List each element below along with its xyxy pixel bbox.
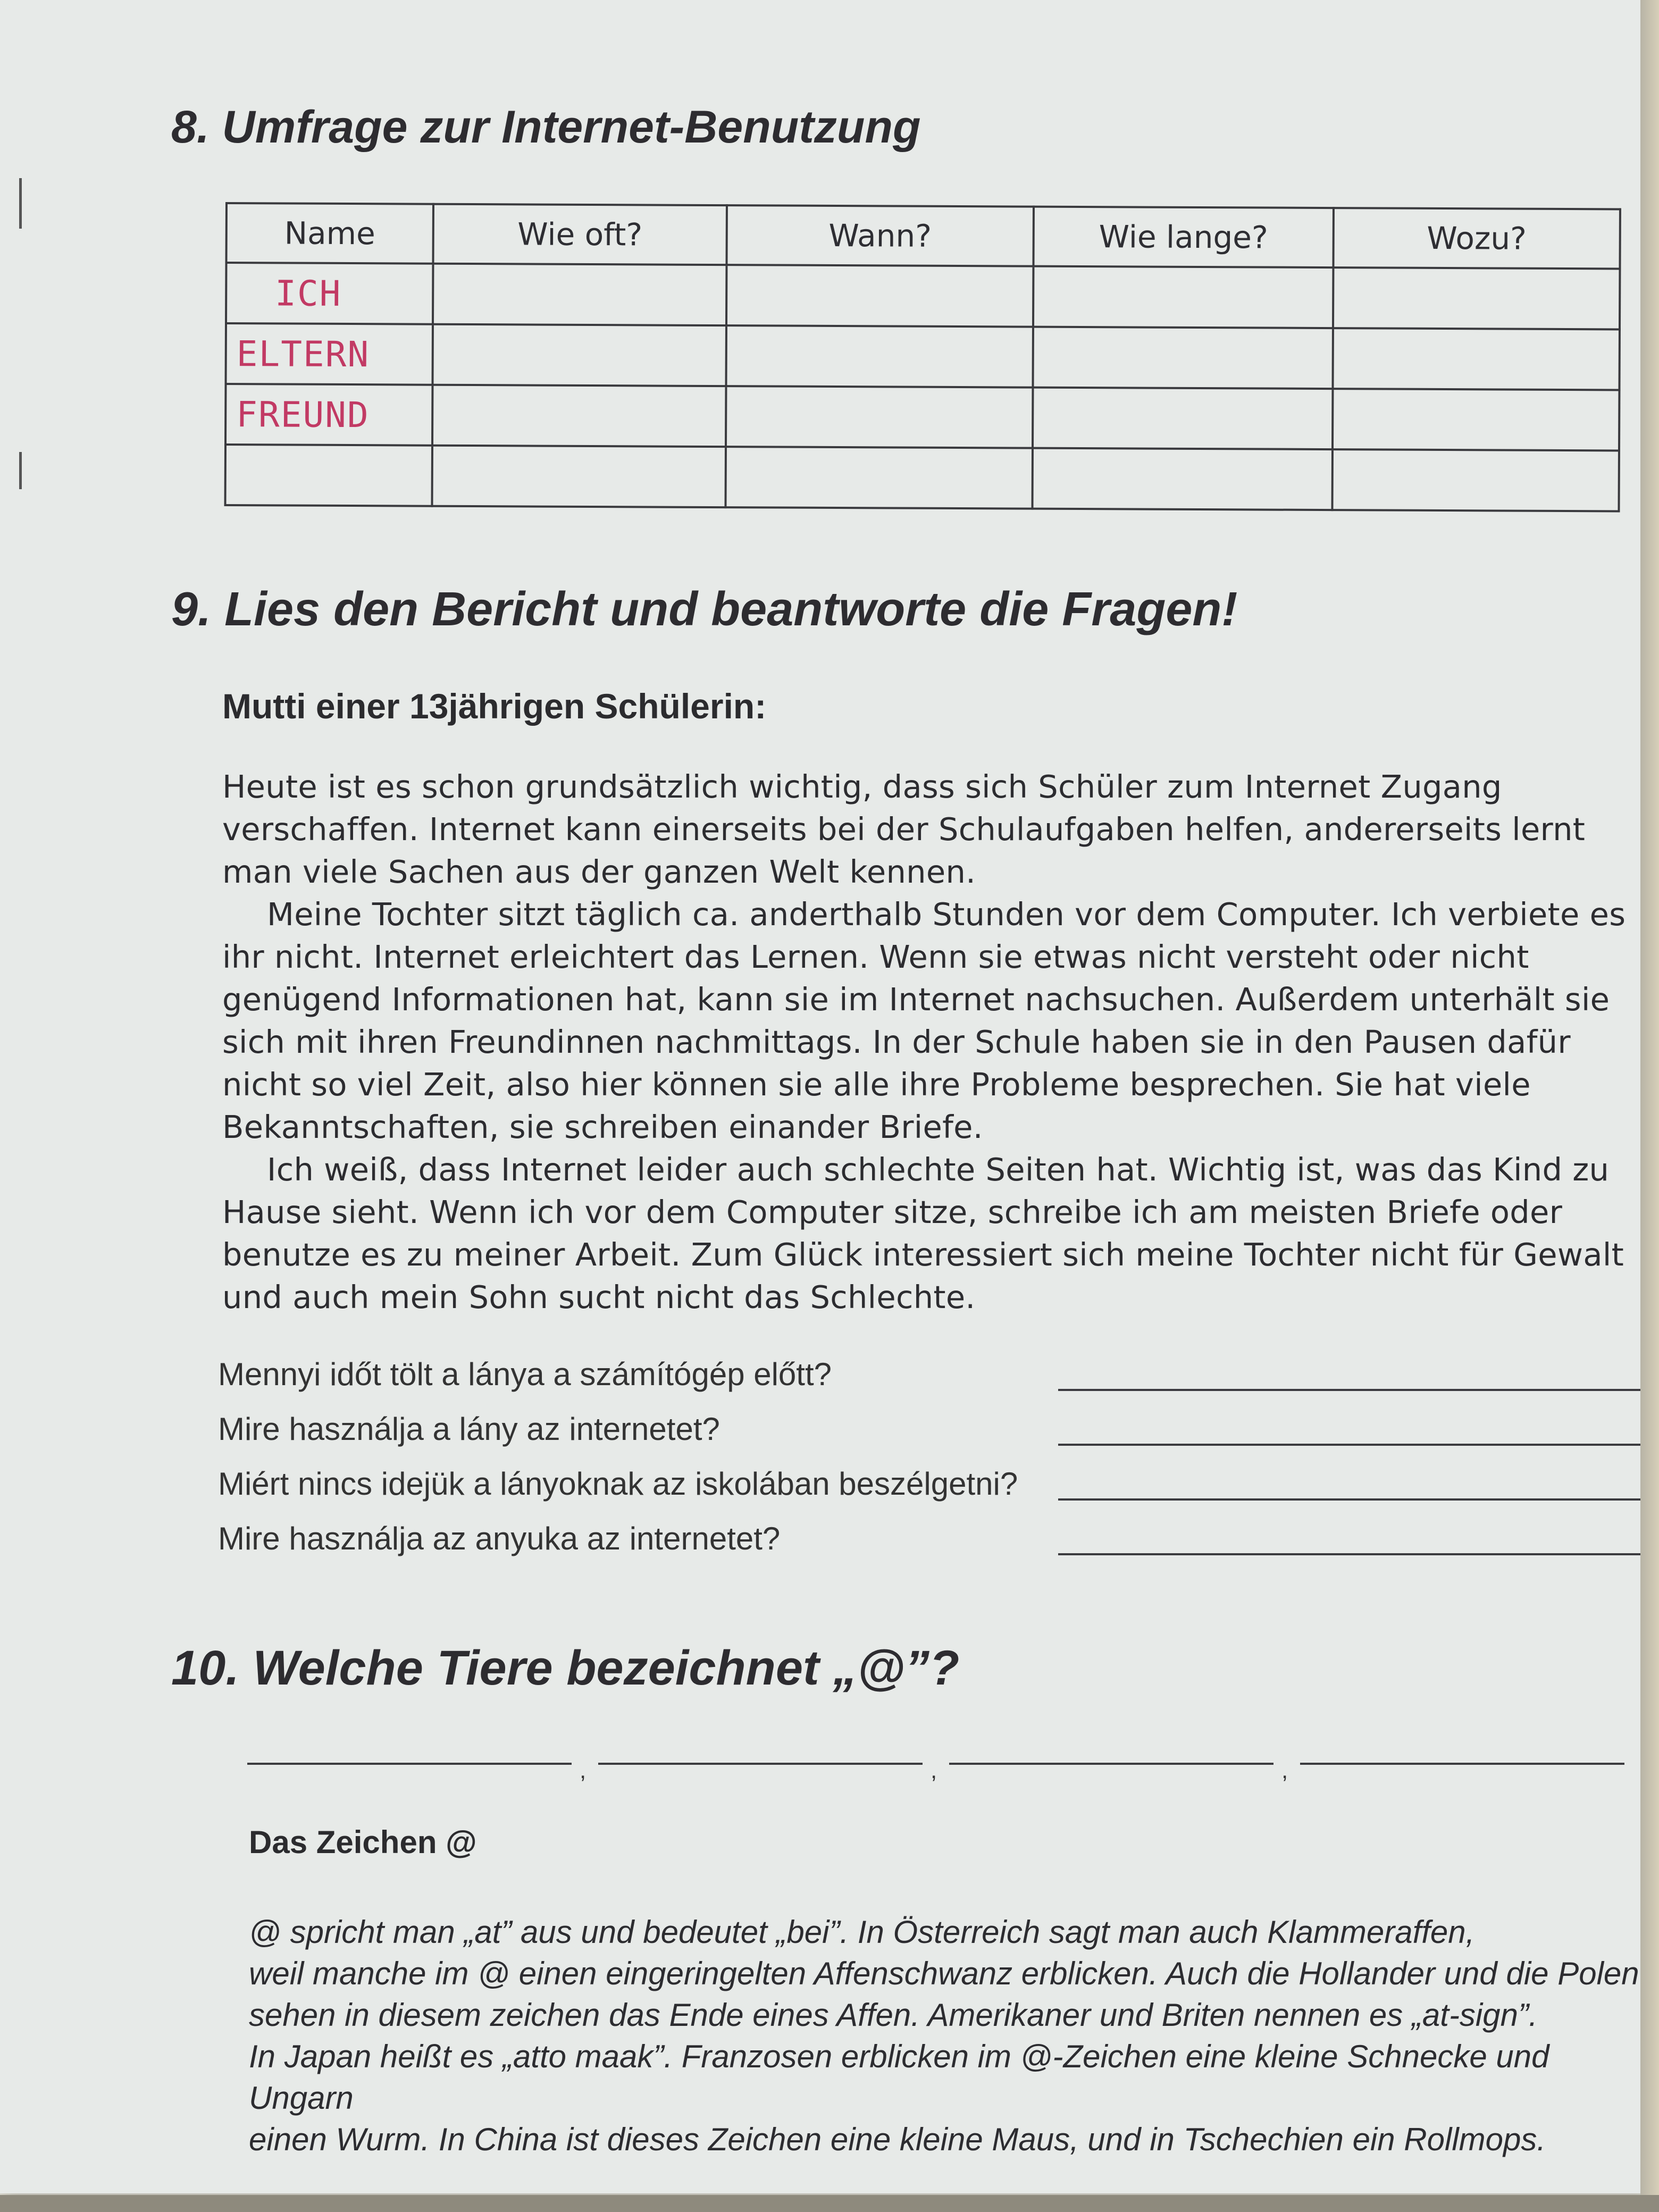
answer-line[interactable] bbox=[1058, 1498, 1640, 1501]
question-item bbox=[218, 1411, 1648, 1465]
question-text: Mire használja az anyuka az internetet? bbox=[218, 1521, 781, 1556]
table-cell[interactable] bbox=[432, 446, 726, 507]
report-paragraph: Meine Tochter sitzt täglich ca. anderthalb Stunden vor dem Computer. Ich verbiete es ihr nicht. Internet erleichtert das Lernen. Wenn sie etwas nicht versteht oder nicht genügend Informationen hat, kann sie im Internet nachsuchen. Außerdem unterhält sie sich mit ihren Freundinnen nachmittags. In der Schule haben sie in den Pausen dafür nicht so viel Zeit, also hier können sie alle ihre Probleme besprechen. Sie hat viele Bekanntschaften, sie schreiben einander Briefe. bbox=[222, 896, 1626, 1145]
handwritten-name-cell: ICH bbox=[226, 263, 433, 324]
table-cell[interactable] bbox=[1033, 327, 1333, 389]
handwritten-name-cell: ELTERN bbox=[226, 323, 433, 385]
table-surface-edge bbox=[1640, 0, 1659, 2212]
table-cell[interactable] bbox=[1033, 266, 1333, 328]
survey-table bbox=[224, 202, 1621, 512]
at-sign-title: Das Zeichen @ bbox=[249, 1824, 477, 1860]
table-cell[interactable] bbox=[1033, 388, 1333, 449]
table-row bbox=[225, 445, 1619, 511]
comma-separator: , bbox=[931, 1757, 937, 1783]
at-sign-text bbox=[249, 1912, 1653, 2160]
table-row bbox=[226, 263, 1620, 329]
answer-line[interactable] bbox=[1058, 1553, 1640, 1555]
question-text: Mennyi időt tölt a lánya a számítógép előtt? bbox=[218, 1356, 832, 1392]
table-row bbox=[225, 384, 1619, 450]
table-cell[interactable] bbox=[1032, 448, 1332, 510]
text-line: sehen in diesem zeichen das Ende eines Affen. Amerikaner und Briten nennen es „at-sign”. bbox=[249, 1997, 1538, 2033]
comma-separator: , bbox=[580, 1757, 586, 1783]
margin-mark bbox=[19, 178, 22, 229]
question-text: Miért nincs idejük a lányoknak az iskolában beszélgetni? bbox=[218, 1466, 1018, 1502]
answer-blank[interactable] bbox=[949, 1763, 1273, 1765]
table-cell[interactable] bbox=[1333, 328, 1619, 390]
table-header-row bbox=[227, 203, 1620, 269]
table-cell[interactable] bbox=[432, 385, 726, 447]
answer-blank[interactable] bbox=[247, 1763, 572, 1765]
report-paragraph: Heute ist es schon grundsätzlich wichtig, dass sich Schüler zum Internet Zugang verschaffen. Internet kann einerseits bei der Schulaufgaben helfen, andererseits lernt man viele Sachen aus der ganzen Welt kennen. bbox=[222, 768, 1586, 890]
question-item bbox=[218, 1356, 1648, 1411]
text-line: @ spricht man „at” aus und bedeutet „bei”. In Österreich sagt man auch Klammeraffen, bbox=[249, 1914, 1475, 1950]
table-cell[interactable] bbox=[1333, 389, 1619, 450]
report-text bbox=[222, 766, 1626, 1319]
table-cell[interactable] bbox=[726, 447, 1033, 509]
table-cell[interactable] bbox=[433, 264, 726, 325]
table-cell[interactable] bbox=[1332, 449, 1619, 511]
answer-blank[interactable] bbox=[598, 1763, 923, 1765]
answer-blank[interactable] bbox=[1300, 1763, 1624, 1765]
text-line: In Japan heißt es „atto maak”. Franzosen erblicken im @-Zeichen eine kleine Schnecke und Ungarn bbox=[249, 2039, 1549, 2116]
table-surface-bottom bbox=[0, 2195, 1659, 2212]
answer-line[interactable] bbox=[1058, 1444, 1640, 1446]
column-header-what-for: Wozu? bbox=[1333, 208, 1620, 269]
question-text: Mire használja a lány az internetet? bbox=[218, 1411, 720, 1447]
section-8-heading: 8. Umfrage zur Internet-Benutzung bbox=[171, 102, 921, 153]
column-header-how-long: Wie lange? bbox=[1033, 207, 1333, 267]
comma-separator: , bbox=[1281, 1757, 1288, 1783]
animal-answer-blanks bbox=[247, 1757, 1624, 1784]
section-9-heading: 9. Lies den Bericht und beantworte die Fragen! bbox=[171, 583, 1238, 636]
table-row bbox=[226, 323, 1620, 390]
text-line: weil manche im @ einen eingeringelten Affenschwanz erblicken. Auch die Hollander und die Polen bbox=[249, 1956, 1639, 1991]
question-item bbox=[218, 1465, 1648, 1520]
margin-mark bbox=[19, 452, 22, 489]
column-header-when: Wann? bbox=[726, 205, 1033, 266]
answer-line[interactable] bbox=[1058, 1389, 1640, 1391]
table-cell[interactable] bbox=[225, 445, 432, 506]
question-item bbox=[218, 1520, 1648, 1575]
report-paragraph: Ich weiß, dass Internet leider auch schlechte Seiten hat. Wichtig ist, was das Kind zu Hause sieht. Wenn ich vor dem Computer sitze, schreibe ich am meisten Briefe oder benutze es zu meiner Arbeit. Zum Glück interessiert sich meine Tochter nicht für Gewalt und auch mein Sohn sucht nicht das Schlechte. bbox=[222, 1151, 1624, 1316]
table-cell[interactable] bbox=[726, 265, 1033, 327]
table-cell[interactable] bbox=[726, 325, 1033, 388]
question-list bbox=[218, 1356, 1648, 1575]
section-10-heading: 10. Welche Tiere bezeichnet „@”? bbox=[171, 1641, 960, 1695]
table-cell[interactable] bbox=[433, 324, 726, 386]
column-header-how-often: Wie oft? bbox=[433, 204, 726, 265]
table-cell[interactable] bbox=[1333, 267, 1620, 329]
report-title: Mutti einer 13jährigen Schülerin: bbox=[222, 686, 767, 726]
handwritten-name-cell: FREUND bbox=[225, 384, 432, 446]
column-header-name: Name bbox=[227, 203, 433, 264]
text-line: einen Wurm. In China ist dieses Zeichen eine kleine Maus, und in Tschechien ein Rollmops. bbox=[249, 2122, 1546, 2157]
table-cell[interactable] bbox=[726, 386, 1033, 448]
